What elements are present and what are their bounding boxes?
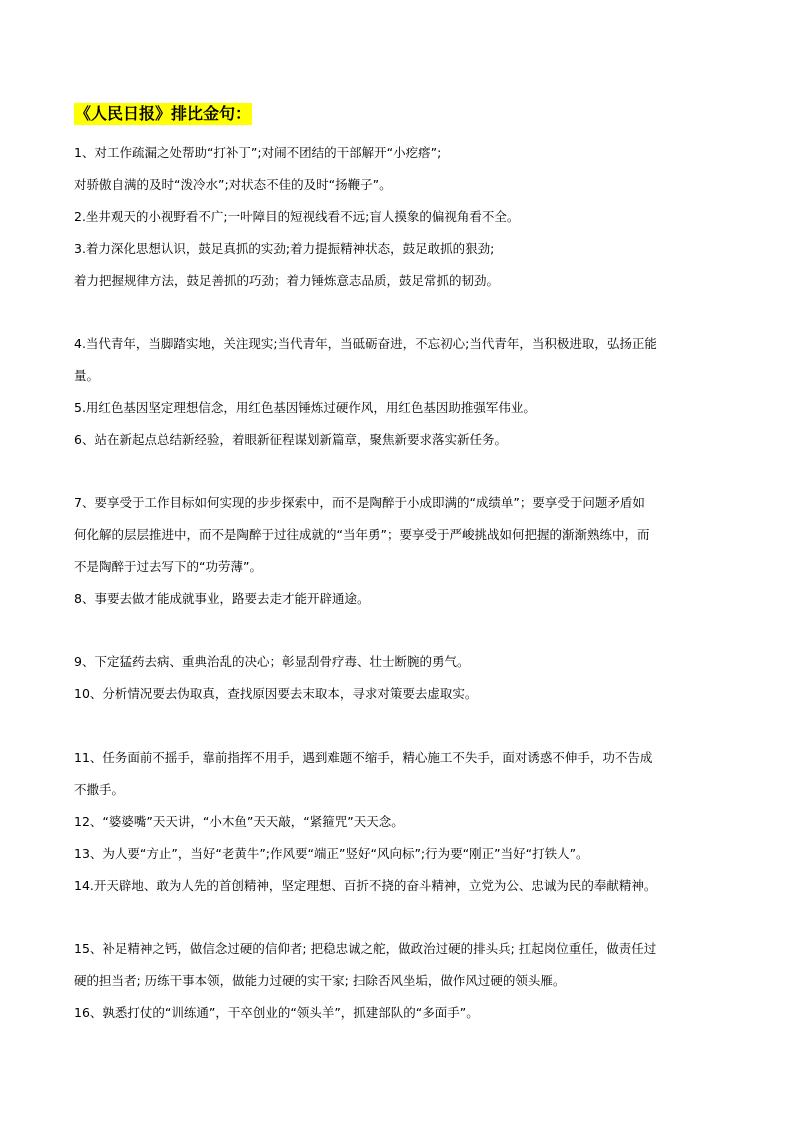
text-line: 12、“婆婆嘴”天天讲，“小木鱼”天天敲，“紧箍咒”天天念。 — [74, 814, 404, 829]
text-line: 硬的担当者; 历练干事本领，做能力过硬的实干家; 扫除否风坐垢，做作风过硬的领头雁。 — [74, 973, 566, 988]
text-line: 不撒手。 — [74, 782, 125, 797]
text-line: 13、为人要“方止”，当好“老黄牛”;作风要“端正”竖好“风向标”;行为要“刚正”当好“打铁人”。 — [74, 846, 589, 861]
text-line: 15、补足精神之钙，做信念过硬的信仰者; 把稳忠诚之舵，做政治过硬的排头兵; 扛起岗位重任，做责任过 — [74, 941, 657, 956]
text-line: 4.当代青年，当脚踏实地，关注现实;当代青年，当砥砺奋进，不忘初心;当代青年，当积极进取，弘扬正能 — [74, 336, 657, 351]
text-line: 16、孰悉打仗的“训练通”，干卒创业的“领头羊”，抓建部队的“多面手”。 — [74, 1005, 479, 1020]
text-line: 14.开天辟地、敢为人先的首创精神，坚定理想、百折不挠的奋斗精神，立党为公、忠诚为民的奉献精神。 — [74, 878, 657, 893]
text-line: 8、事要去做才能成就事业，路要去走才能开辟通途。 — [74, 591, 370, 606]
text-line: 1、对工作疏漏之处帮助“打补丁”;对闹不团结的干部解开“小疙瘩”; — [74, 145, 442, 160]
text-line: 着力把握规律方法，鼓足善抓的巧劲；着力锤炼意志品质，鼓足常抓的韧劲。 — [74, 273, 500, 288]
document-title: 《人民日报》排比金句： — [75, 104, 252, 123]
text-line: 2.坐井观天的小视野看不广;一叶障目的短视线看不远;盲人摸象的偏视角看不全。 — [74, 209, 520, 224]
text-line: 6、站在新起点总结新经验，着眼新征程谋划新篇章，聚焦新要求落实新任务。 — [74, 432, 507, 447]
text-line: 量。 — [74, 368, 100, 383]
text-line: 9、下定猛药去病、重典治乱的决心；彰显刮骨疗毒、壮士断腕的勇气。 — [74, 654, 470, 669]
text-line: 11、任务面前不摇手，靠前指挥不用手，遇到难题不缩手，精心施工不失手，面对诱惑不伸手，功不告成 — [74, 750, 653, 765]
text-line: 5.用红色基因坚定理想信念，用红色基因锤炼过硬作风，用红色基因助推强军伟业。 — [74, 400, 536, 415]
text-line: 不是陶醉于过去写下的“功劳薄”。 — [74, 559, 262, 574]
text-line: 3.着力深化思想认识，鼓足真抓的实劲;着力提振精神状态，鼓足敢抓的狠劲; — [74, 241, 495, 256]
text-line: 10、分析情况要去伪取真，查找原因要去末取本，寻求对策要去虚取实。 — [74, 686, 478, 701]
text-line: 何化解的层层推进中，而不是陶醉于过往成就的“当年勇”；要享受于严峻挑战如何把握的渐渐熟练中，而 — [74, 527, 650, 542]
text-line: 对骄傲自满的及时“泼冷水”;对状态不佳的及时“扬鞭子”。 — [74, 177, 392, 192]
text-line: 7、要享受于工作目标如何实现的步步探索中，而不是陶醉于小成即满的“成绩单”；要享受于问题矛盾如 — [74, 495, 645, 510]
